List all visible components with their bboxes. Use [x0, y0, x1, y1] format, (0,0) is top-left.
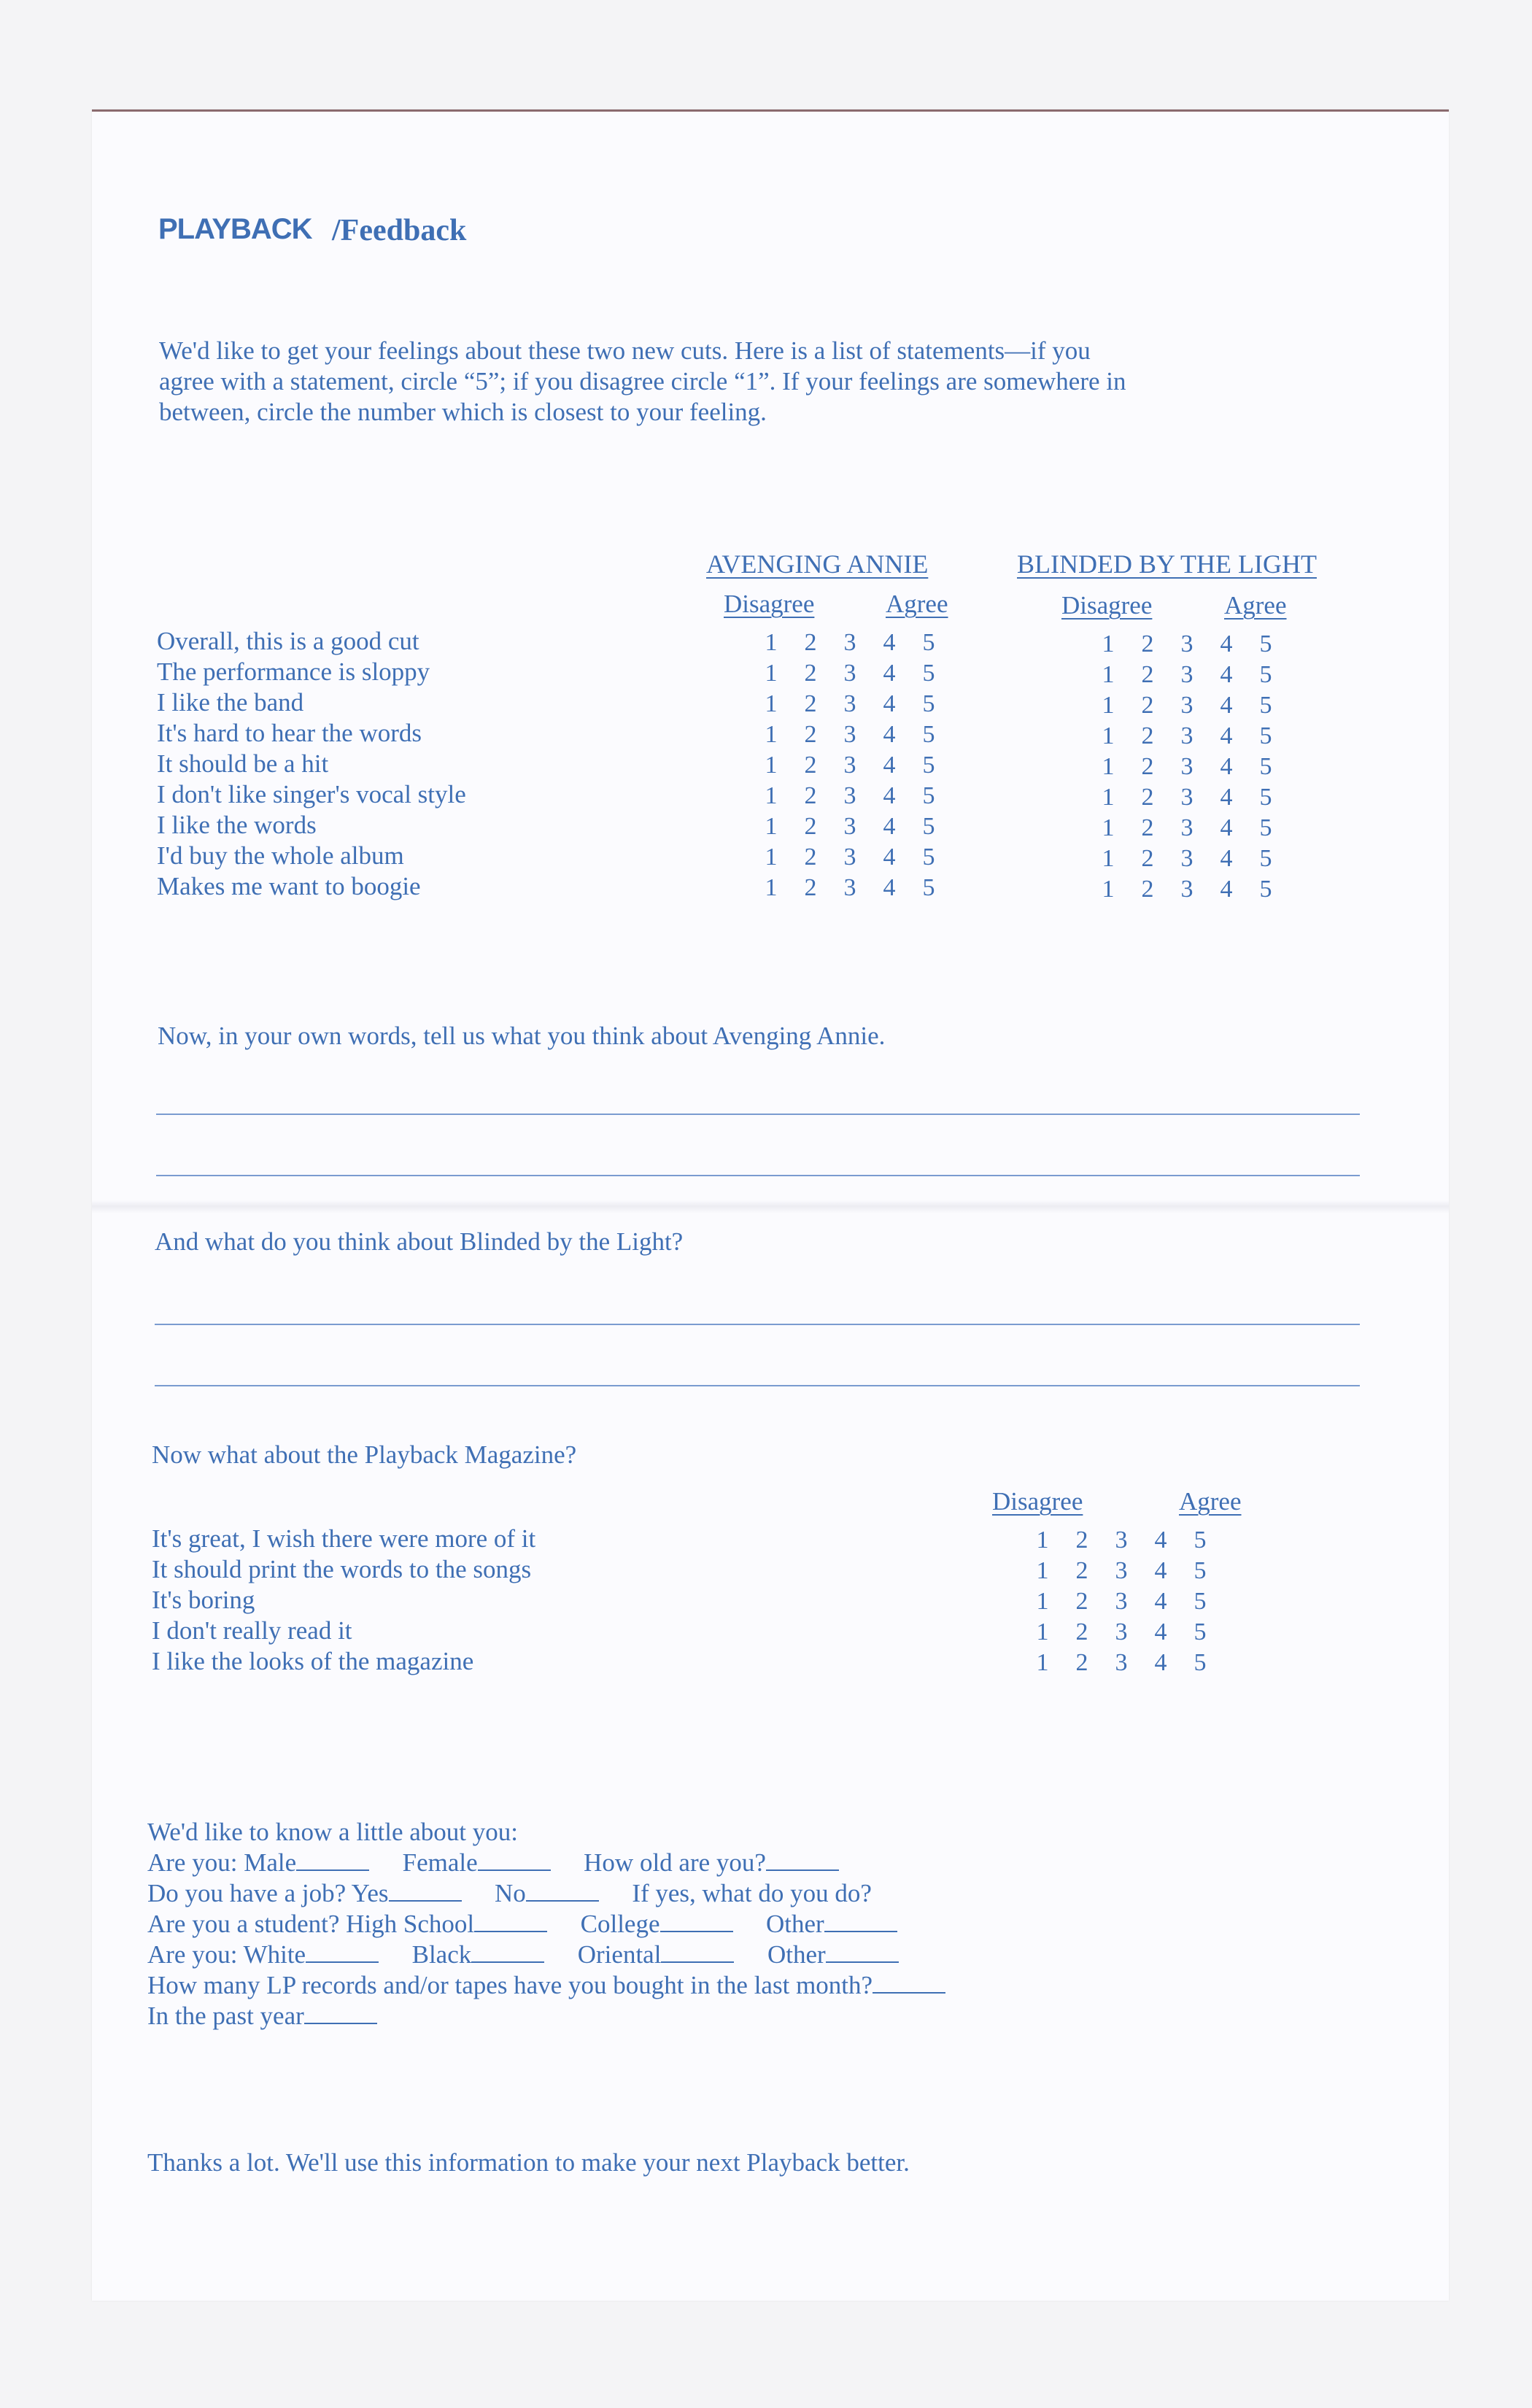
rating-option[interactable]: 1: [765, 629, 778, 656]
rating-row: [1088, 874, 1285, 905]
rating-option[interactable]: 2: [804, 752, 817, 779]
rating-row: [751, 750, 948, 781]
rating-row: [1023, 1648, 1220, 1678]
intro-line: We'd like to get your feelings about these two new cuts. Here is a list of statements—if you: [159, 336, 1091, 365]
statement: Overall, this is a good cut: [157, 627, 419, 655]
rating-option[interactable]: 4: [1220, 630, 1233, 657]
lp-row: [147, 1970, 945, 2001]
rating-option[interactable]: 4: [1154, 1527, 1167, 1554]
male-label: Male: [244, 1848, 297, 1877]
rating-option[interactable]: 5: [922, 844, 935, 871]
rating-option[interactable]: 2: [1141, 814, 1154, 841]
rating-option[interactable]: 3: [1180, 692, 1194, 719]
rating-option[interactable]: 4: [883, 844, 896, 871]
rating-option[interactable]: 2: [804, 660, 817, 687]
rating-option[interactable]: 1: [765, 690, 778, 717]
rating-row: [751, 842, 948, 873]
rating-option[interactable]: 5: [1194, 1557, 1207, 1584]
rating-option[interactable]: 4: [883, 629, 896, 656]
rating-row: [751, 719, 948, 750]
rating-option[interactable]: 1: [1102, 876, 1115, 903]
intro-line: between, circle the number which is closest to your feeling.: [159, 398, 767, 426]
rating-option[interactable]: 3: [1180, 722, 1194, 749]
rating-option[interactable]: 2: [1141, 661, 1154, 688]
lp-month-blank[interactable]: [873, 1992, 945, 1994]
playback-logo: PLAYBACK: [158, 213, 312, 245]
rating-option[interactable]: 5: [1259, 753, 1272, 780]
rating-option[interactable]: 5: [1259, 814, 1272, 841]
rating-option[interactable]: 4: [1220, 753, 1233, 780]
rating-option[interactable]: 3: [1180, 630, 1194, 657]
disagree-label: Disagree: [992, 1487, 1083, 1516]
rating-grid-blinded-by-the-light: [1088, 629, 1285, 905]
statement: It's hard to hear the words: [157, 719, 422, 747]
rating-row: [1023, 1586, 1220, 1617]
rating-option[interactable]: 2: [804, 782, 817, 809]
male-blank[interactable]: [296, 1869, 369, 1871]
black-blank[interactable]: [471, 1961, 544, 1963]
rating-option[interactable]: 4: [1220, 784, 1233, 811]
blinded-answer-line-1[interactable]: [155, 1324, 1360, 1325]
rating-option[interactable]: 3: [843, 813, 856, 840]
rating-row: [1088, 660, 1285, 690]
rating-option[interactable]: 2: [804, 629, 817, 656]
rating-row: [1088, 752, 1285, 782]
statement: I'd buy the whole album: [157, 841, 404, 870]
rating-option[interactable]: 4: [1220, 722, 1233, 749]
no-label: No: [495, 1879, 526, 1907]
rating-row: [1088, 844, 1285, 874]
rating-option[interactable]: 2: [804, 844, 817, 871]
rating-option[interactable]: 3: [843, 629, 856, 656]
rating-option[interactable]: 1: [765, 721, 778, 748]
female-blank[interactable]: [478, 1869, 551, 1871]
rating-option[interactable]: 3: [843, 690, 856, 717]
rating-option[interactable]: 2: [1075, 1618, 1088, 1645]
rating-option[interactable]: 4: [1154, 1618, 1167, 1645]
rating-option[interactable]: 1: [1102, 845, 1115, 872]
rating-option[interactable]: 3: [1115, 1588, 1128, 1615]
magazine-statements: [152, 1524, 535, 1677]
gender-row: [147, 1848, 945, 1878]
race-question: Are you:: [147, 1940, 238, 1969]
disagree-label: Disagree: [724, 590, 815, 618]
rating-row: [1088, 813, 1285, 844]
rating-option[interactable]: 1: [1036, 1588, 1049, 1615]
high-school-label: High School: [346, 1910, 475, 1938]
rating-option[interactable]: 4: [883, 874, 896, 901]
rating-option[interactable]: 4: [1220, 876, 1233, 903]
rating-option[interactable]: 4: [883, 721, 896, 748]
rating-option[interactable]: 5: [1194, 1649, 1207, 1676]
rating-option[interactable]: 3: [843, 874, 856, 901]
rating-option[interactable]: 1: [1102, 692, 1115, 719]
rating-option[interactable]: 1: [765, 813, 778, 840]
statement: I like the words: [157, 811, 317, 839]
student-question: Are you a student?: [147, 1910, 340, 1938]
white-label: White: [243, 1940, 306, 1969]
rating-option[interactable]: 5: [922, 690, 935, 717]
rating-option[interactable]: 3: [843, 782, 856, 809]
magazine-question: Now what about the Playback Magazine?: [152, 1440, 577, 1469]
rating-row: [1023, 1617, 1220, 1648]
statement: Makes me want to boogie: [157, 872, 421, 900]
race-row: [147, 1940, 945, 1970]
rating-row: [751, 628, 948, 658]
rating-option[interactable]: 5: [1259, 722, 1272, 749]
column-title-avenging-annie: AVENGING ANNIE: [706, 549, 929, 579]
about-you-intro: We'd like to know a little about you:: [147, 1818, 518, 1846]
agree-label: Agree: [1224, 591, 1287, 620]
statement: I like the looks of the magazine: [152, 1647, 474, 1675]
job-question: Do you have a job?: [147, 1879, 347, 1907]
yes-label: Yes: [351, 1879, 389, 1907]
job-row: [147, 1878, 945, 1909]
rating-option[interactable]: 2: [804, 690, 817, 717]
rating-option[interactable]: 3: [843, 660, 856, 687]
agree-label: Agree: [1179, 1487, 1242, 1516]
rating-option[interactable]: 2: [804, 874, 817, 901]
statement: It's great, I wish there were more of it: [152, 1524, 536, 1553]
rating-option[interactable]: 3: [1115, 1557, 1128, 1584]
rating-option[interactable]: 2: [1141, 845, 1154, 872]
rating-option[interactable]: 2: [804, 813, 817, 840]
rating-option[interactable]: 4: [883, 690, 896, 717]
rating-option[interactable]: 1: [765, 874, 778, 901]
rating-row: [1088, 721, 1285, 752]
page-title: /Feedback: [332, 214, 467, 247]
rating-option[interactable]: 1: [765, 752, 778, 779]
female-label: Female: [402, 1848, 478, 1877]
rating-option[interactable]: 3: [1180, 784, 1194, 811]
rating-option[interactable]: 2: [1075, 1527, 1088, 1554]
rating-option[interactable]: 1: [1036, 1527, 1049, 1554]
rating-option[interactable]: 2: [1141, 630, 1154, 657]
rating-option[interactable]: 5: [922, 629, 935, 656]
rating-row: [1023, 1556, 1220, 1586]
rating-option[interactable]: 5: [922, 721, 935, 748]
rating-option[interactable]: 5: [1194, 1527, 1207, 1554]
intro-text: [159, 336, 1370, 428]
rating-option[interactable]: 5: [1259, 784, 1272, 811]
job-no-blank[interactable]: [526, 1900, 599, 1902]
rating-option[interactable]: 1: [1036, 1618, 1049, 1645]
rating-option[interactable]: 1: [1102, 722, 1115, 749]
statement: It's boring: [152, 1586, 255, 1614]
past-year-label: In the past year: [147, 2002, 304, 2030]
rating-option[interactable]: 4: [1154, 1588, 1167, 1615]
rating-option[interactable]: 4: [883, 782, 896, 809]
race-other-label: Other: [767, 1940, 826, 1969]
rating-option[interactable]: 1: [1036, 1557, 1049, 1584]
rating-grid-magazine: [1023, 1525, 1220, 1678]
rating-option[interactable]: 1: [1036, 1649, 1049, 1676]
rating-option[interactable]: 3: [843, 721, 856, 748]
gender-question: Are you:: [147, 1848, 238, 1877]
statement: I don't like singer's vocal style: [157, 780, 466, 809]
rating-option[interactable]: 1: [1102, 661, 1115, 688]
rating-option[interactable]: 5: [1259, 692, 1272, 719]
statement: It should be a hit: [157, 749, 329, 778]
lp-question: How many LP records and/or tapes have you bought in the last month?: [147, 1971, 873, 1999]
rating-option[interactable]: 5: [922, 782, 935, 809]
rating-option[interactable]: 5: [1259, 661, 1272, 688]
race-other-blank[interactable]: [826, 1961, 899, 1963]
rating-option[interactable]: 4: [883, 752, 896, 779]
rating-option[interactable]: 5: [922, 813, 935, 840]
oriental-label: Oriental: [577, 1940, 662, 1969]
rating-option[interactable]: 4: [1220, 845, 1233, 872]
column-title-blinded-by-the-light: BLINDED BY THE LIGHT: [1017, 549, 1317, 579]
rating-option[interactable]: 1: [1102, 753, 1115, 780]
rating-row: [1088, 629, 1285, 660]
rating-grid-avenging-annie: [751, 628, 948, 903]
rating-option[interactable]: 4: [1154, 1649, 1167, 1676]
statement: It should print the words to the songs: [152, 1555, 532, 1583]
high-school-blank[interactable]: [474, 1931, 547, 1932]
age-blank[interactable]: [766, 1869, 839, 1871]
college-label: College: [580, 1910, 660, 1938]
rating-option[interactable]: 5: [1259, 876, 1272, 903]
rating-row: [1088, 782, 1285, 813]
blinded-answer-line-2[interactable]: [155, 1385, 1360, 1386]
closing-thanks: Thanks a lot. We'll use this information to make your next Playback better.: [147, 2148, 910, 2177]
rating-row: [751, 811, 948, 842]
college-blank[interactable]: [660, 1931, 733, 1932]
rating-option[interactable]: 1: [1102, 630, 1115, 657]
rating-option[interactable]: 5: [922, 660, 935, 687]
rating-row: [751, 658, 948, 689]
disagree-label: Disagree: [1061, 591, 1153, 620]
rating-option[interactable]: 4: [1220, 814, 1233, 841]
rating-option[interactable]: 5: [922, 874, 935, 901]
rating-option[interactable]: 4: [883, 660, 896, 687]
blinded-question: And what do you think about Blinded by the Light?: [155, 1227, 684, 1256]
rating-option[interactable]: 5: [1259, 630, 1272, 657]
intro-line: agree with a statement, circle “5”; if you disagree circle “1”. If your feelings are somewhere in: [159, 367, 1126, 395]
past-year-row: [147, 2001, 945, 2031]
rating-option[interactable]: 2: [1075, 1557, 1088, 1584]
rating-option[interactable]: 3: [1115, 1618, 1128, 1645]
rating-option[interactable]: 2: [1075, 1649, 1088, 1676]
rating-option[interactable]: 1: [765, 844, 778, 871]
rating-option[interactable]: 3: [1115, 1527, 1128, 1554]
rating-option[interactable]: 2: [1075, 1588, 1088, 1615]
song-statements: [157, 626, 466, 902]
rating-option[interactable]: 2: [1141, 753, 1154, 780]
rating-row: [751, 781, 948, 811]
rating-option[interactable]: 1: [1102, 814, 1115, 841]
rating-row: [751, 873, 948, 903]
rating-row: [751, 689, 948, 719]
student-row: [147, 1909, 945, 1940]
statement: I like the band: [157, 688, 304, 717]
agree-label: Agree: [886, 590, 948, 618]
job-yes-blank[interactable]: [389, 1900, 462, 1902]
rating-option[interactable]: 1: [765, 782, 778, 809]
rating-option[interactable]: 3: [1180, 845, 1194, 872]
rating-option[interactable]: 3: [1180, 876, 1194, 903]
oriental-blank[interactable]: [661, 1961, 734, 1963]
rating-option[interactable]: 5: [1259, 845, 1272, 872]
about-you-section: [147, 1817, 945, 2031]
rating-option[interactable]: 2: [1141, 784, 1154, 811]
statement: I don't really read it: [152, 1616, 352, 1645]
rating-option[interactable]: 3: [843, 844, 856, 871]
rating-option[interactable]: 2: [1141, 722, 1154, 749]
paper-fold: [92, 1200, 1449, 1213]
student-other-label: Other: [766, 1910, 824, 1938]
annie-question: Now, in your own words, tell us what you think about Avenging Annie.: [158, 1022, 886, 1050]
rating-option[interactable]: 1: [1102, 784, 1115, 811]
rating-option[interactable]: 3: [1180, 661, 1194, 688]
rating-option[interactable]: 4: [1220, 661, 1233, 688]
rating-row: [1088, 690, 1285, 721]
rating-option[interactable]: 3: [1180, 814, 1194, 841]
rating-option[interactable]: 2: [1141, 692, 1154, 719]
statement: The performance is sloppy: [157, 657, 430, 686]
rating-option[interactable]: 3: [1180, 753, 1194, 780]
rating-option[interactable]: 1: [765, 660, 778, 687]
student-other-blank[interactable]: [824, 1931, 897, 1932]
rating-option[interactable]: 5: [1194, 1618, 1207, 1645]
rating-option[interactable]: 2: [1141, 876, 1154, 903]
rating-option[interactable]: 4: [883, 813, 896, 840]
rating-option[interactable]: 3: [1115, 1649, 1128, 1676]
age-question: How old are you?: [584, 1848, 766, 1877]
rating-option[interactable]: 4: [1220, 692, 1233, 719]
white-blank[interactable]: [306, 1961, 379, 1963]
rating-option[interactable]: 5: [1194, 1588, 1207, 1615]
rating-option[interactable]: 5: [922, 752, 935, 779]
rating-row: [1023, 1525, 1220, 1556]
rating-option[interactable]: 3: [843, 752, 856, 779]
annie-answer-line-2[interactable]: [156, 1175, 1360, 1176]
rating-option[interactable]: 4: [1154, 1557, 1167, 1584]
black-label: Black: [411, 1940, 472, 1969]
past-year-blank[interactable]: [304, 2023, 377, 2024]
rating-option[interactable]: 2: [804, 721, 817, 748]
job-what-question: If yes, what do you do?: [632, 1879, 872, 1907]
annie-answer-line-1[interactable]: [156, 1114, 1360, 1115]
